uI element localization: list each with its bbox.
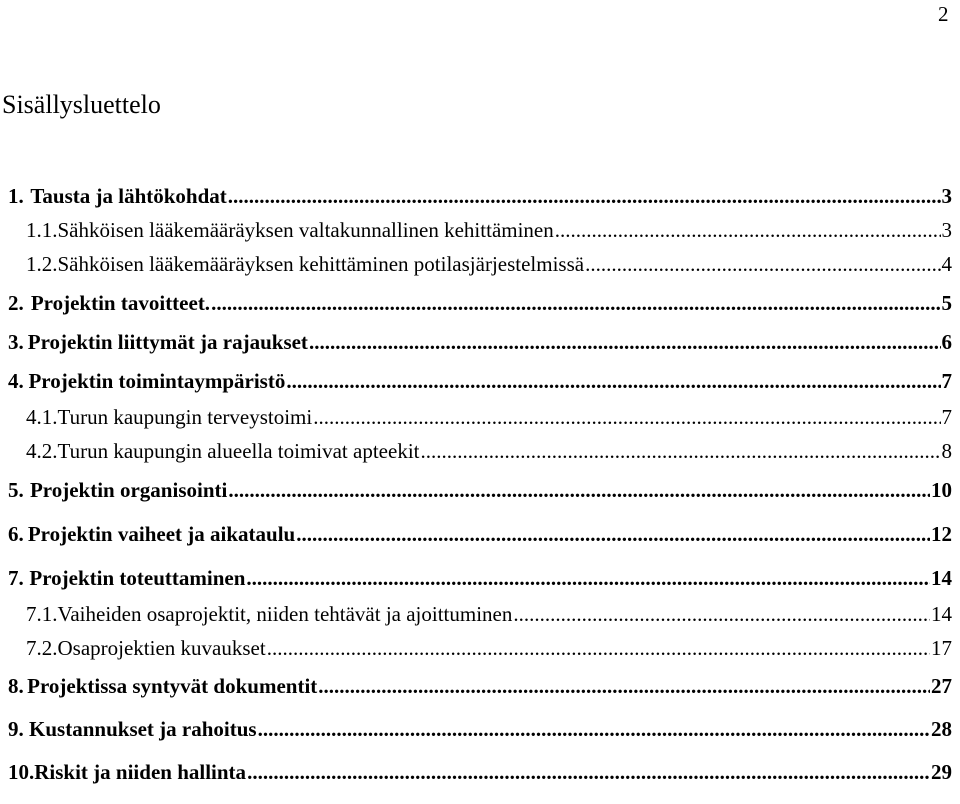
- toc-leader-dots: [211, 290, 940, 316]
- toc-entry[interactable]: [8, 521, 952, 547]
- toc-entry-title: Turun kaupungin terveystoimi: [57, 405, 313, 429]
- toc-entry-number: 1.: [8, 184, 24, 208]
- toc-entry-number: 1.2.: [26, 252, 58, 276]
- toc-entry[interactable]: [8, 716, 952, 742]
- toc-entry-title: Projektin toimintaympäristö: [28, 369, 286, 393]
- toc-entry[interactable]: [8, 404, 952, 430]
- toc-entry-page: 3: [941, 184, 952, 208]
- toc-entry-title: Turun kaupungin alueella toimivat apteekit: [57, 439, 420, 463]
- toc-entry[interactable]: [8, 251, 952, 277]
- toc-entry-page: 10: [931, 478, 952, 502]
- toc-entry-page: 17: [931, 636, 952, 660]
- toc-entry-number: 4.1.: [26, 405, 58, 429]
- toc-leader-dots: [247, 759, 930, 785]
- toc-entry-page: 7: [941, 369, 952, 393]
- toc-entry[interactable]: [8, 183, 952, 209]
- toc-entry-page: 12: [931, 522, 952, 546]
- toc-entry-page: 3: [941, 218, 952, 242]
- toc-leader-dots: [585, 251, 940, 277]
- toc-entry-number: 7.1.: [26, 602, 58, 626]
- toc-entry-title: Projektin liittymät ja rajaukset: [27, 330, 308, 354]
- toc-leader-dots: [555, 217, 941, 243]
- toc-entry-page: 29: [931, 760, 952, 784]
- toc-entry[interactable]: [8, 601, 952, 627]
- toc-entry[interactable]: [8, 368, 952, 394]
- toc-entry[interactable]: [8, 217, 952, 243]
- toc-leader-dots: [296, 521, 930, 547]
- toc-entry-page: 27: [931, 674, 952, 698]
- toc-leader-dots: [420, 438, 940, 464]
- toc-entry-page: 28: [931, 717, 952, 741]
- toc-entry-number: 6.: [8, 522, 24, 546]
- toc-entry-title: Sähköisen lääkemääräyksen valtakunnallinen kehittäminen: [57, 218, 554, 242]
- toc-leader-dots: [513, 601, 930, 627]
- toc-entry-page: 5: [941, 291, 952, 315]
- toc-entry-title: Riskit ja niiden hallinta: [34, 760, 247, 784]
- toc-leader-dots: [318, 673, 930, 699]
- toc-entry-number: 3.: [8, 330, 24, 354]
- toc-leader-dots: [309, 329, 941, 355]
- toc-entry[interactable]: [8, 438, 952, 464]
- toc-leader-dots: [228, 477, 930, 503]
- toc-entry[interactable]: [8, 635, 952, 661]
- toc-entry-number: 7.2.: [26, 636, 58, 660]
- toc-entry-number: 5.: [8, 478, 24, 502]
- page-number: 2: [938, 2, 949, 26]
- toc-leader-dots: [246, 565, 930, 591]
- toc-leader-dots: [313, 404, 940, 430]
- toc-entry-title: Projektin tavoitteet.: [30, 291, 211, 315]
- toc-entry-title: Sähköisen lääkemääräyksen kehittäminen potilasjärjestelmissä: [57, 252, 585, 276]
- toc-entry-title: Vaiheiden osaprojektit, niiden tehtävät ja ajoittuminen: [57, 602, 513, 626]
- toc-entry-page: 14: [931, 566, 952, 590]
- toc-entry-page: 14: [931, 602, 952, 626]
- toc-entry-page: 7: [941, 405, 952, 429]
- toc-entry-title: Kustannukset ja rahoitus: [29, 717, 257, 741]
- toc-leader-dots: [228, 183, 941, 209]
- toc-entry-page: 6: [941, 330, 952, 354]
- toc-entry-number: 1.1.: [26, 218, 58, 242]
- toc-entry[interactable]: [8, 477, 952, 503]
- toc-entry[interactable]: [8, 329, 952, 355]
- toc-entry-title: Projektin organisointi: [29, 478, 228, 502]
- toc-entry-number: 4.2.: [26, 439, 58, 463]
- toc-entry-number: 4.: [8, 369, 24, 393]
- toc-entry[interactable]: [8, 759, 952, 785]
- toc-entry-number: 2.: [8, 291, 24, 315]
- toc-entry-number: 10.: [8, 760, 35, 784]
- toc-entry-title: Tausta ja lähtökohdat: [30, 184, 227, 208]
- toc-entry[interactable]: [8, 673, 952, 699]
- toc-leader-dots: [267, 635, 930, 661]
- toc-title: Sisällysluettelo: [2, 90, 161, 119]
- toc-entry-title: Projektin toteuttaminen: [29, 566, 246, 590]
- toc-entry-title: Projektin vaiheet ja aikataulu: [27, 522, 296, 546]
- toc-entry-page: 4: [941, 252, 952, 276]
- toc-entry-number: 7.: [8, 566, 24, 590]
- toc-entry-title: Projektissa syntyvät dokumentit: [27, 674, 318, 698]
- toc-entry-number: 9.: [8, 717, 24, 741]
- toc-entry-page: 8: [941, 439, 952, 463]
- toc-entry[interactable]: [8, 565, 952, 591]
- toc-leader-dots: [286, 368, 940, 394]
- toc-entry-number: 8.: [8, 674, 24, 698]
- toc-entry[interactable]: [8, 290, 952, 316]
- toc-entry-title: Osaprojektien kuvaukset: [57, 636, 266, 660]
- toc-leader-dots: [258, 716, 930, 742]
